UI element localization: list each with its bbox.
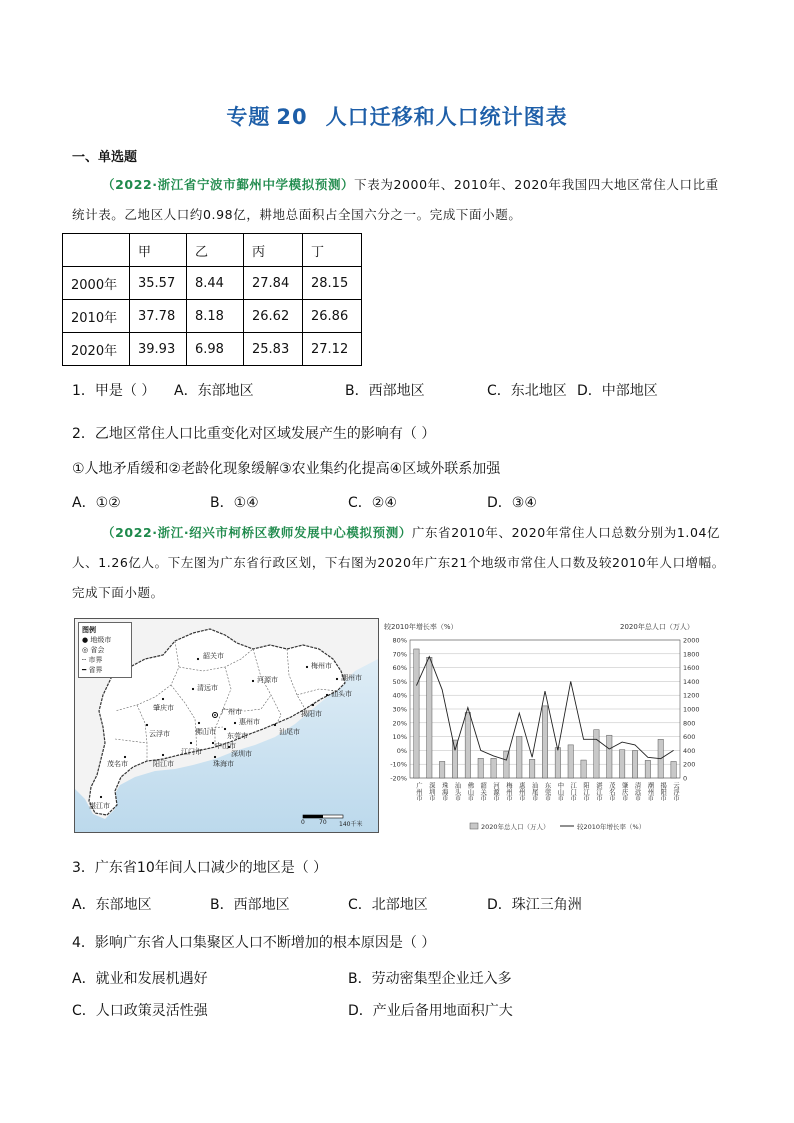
category-label: 肇庆市 bbox=[620, 782, 628, 801]
q3-option-a[interactable]: A．东部地区 bbox=[72, 897, 152, 913]
q3-option-c[interactable]: C．北部地区 bbox=[348, 897, 428, 913]
map-city-label: 肇庆市 bbox=[153, 704, 174, 712]
map-city-label: 揭阳市 bbox=[301, 710, 322, 718]
table-cell: 26.62 bbox=[244, 300, 303, 333]
category-label: 广州市 bbox=[414, 782, 422, 801]
chart-bar bbox=[517, 736, 522, 778]
q1-option-a[interactable]: A．东部地区 bbox=[174, 383, 254, 399]
right-tick-label: 1000 bbox=[683, 705, 700, 714]
table-row bbox=[63, 333, 362, 366]
category-label: 汕头市 bbox=[453, 782, 461, 801]
category-label: 湛江市 bbox=[594, 782, 602, 801]
title-prefix: 专题 bbox=[226, 105, 271, 129]
q3-option-d[interactable]: D．珠江三角洲 bbox=[487, 897, 582, 913]
passage-1 bbox=[72, 170, 728, 230]
chart-bar bbox=[491, 758, 496, 778]
category-label: 汕尾市 bbox=[530, 782, 538, 801]
left-tick-label: 40% bbox=[392, 691, 407, 700]
q4-option-b[interactable]: B．劳动密集型企业迁入多 bbox=[348, 971, 512, 987]
right-tick-label: 2000 bbox=[683, 636, 700, 645]
passage-2 bbox=[72, 518, 728, 608]
q2-option-d[interactable]: D．③④ bbox=[487, 495, 537, 511]
table-header-row bbox=[63, 234, 362, 267]
right-tick-label: 0 bbox=[683, 774, 688, 783]
question-1-stem: 1．甲是（ ） bbox=[72, 383, 156, 399]
category-label: 佛山市 bbox=[466, 782, 474, 801]
table-cell: 2000年 bbox=[63, 267, 130, 300]
map-city-label: 茂名市 bbox=[107, 760, 128, 768]
category-label: 揭阳市 bbox=[659, 782, 667, 801]
chart-left-axis-title: 较2010年增长率（%） bbox=[384, 623, 458, 631]
chart-bar bbox=[427, 657, 432, 778]
question-3-stem: 3．广东省10年间人口减少的地区是（ ） bbox=[72, 860, 328, 876]
table-cell: 27.84 bbox=[244, 267, 303, 300]
category-label: 深圳市 bbox=[427, 782, 435, 801]
q1-option-c[interactable]: C．东北地区 bbox=[487, 383, 567, 399]
q2-option-c[interactable]: C．②④ bbox=[348, 495, 397, 511]
chart-bar bbox=[465, 712, 470, 778]
chart-bar bbox=[504, 751, 509, 778]
right-tick-label: 1600 bbox=[683, 664, 700, 673]
chart-legend bbox=[470, 822, 645, 831]
map-city-label: 云浮市 bbox=[149, 730, 170, 738]
right-tick-label: 1400 bbox=[683, 677, 700, 686]
category-label: 云浮市 bbox=[672, 782, 680, 801]
q2-option-b[interactable]: B．①④ bbox=[210, 495, 259, 511]
table-cell: 28.15 bbox=[303, 267, 362, 300]
table-cell: 27.12 bbox=[303, 333, 362, 366]
category-label: 中山市 bbox=[556, 782, 564, 801]
population-table bbox=[62, 233, 362, 366]
category-label: 阳江市 bbox=[582, 782, 590, 801]
chart-bar bbox=[632, 751, 637, 778]
table-cell: 35.57 bbox=[130, 267, 187, 300]
table-header-cell: 乙 bbox=[187, 234, 244, 267]
question-4-stem: 4．影响广东省人口集聚区人口不断增加的根本原因是（ ） bbox=[72, 935, 436, 951]
question-2-statement: ①人地矛盾缓和②老龄化现象缓解③农业集约化提高④区域外联系加强 bbox=[72, 461, 501, 477]
title-text: 人口迁移和人口统计图表 bbox=[325, 105, 568, 129]
right-tick-label: 1200 bbox=[683, 691, 700, 700]
table-header-cell: 丙 bbox=[244, 234, 303, 267]
left-tick-label: 50% bbox=[392, 677, 407, 686]
chart-bar bbox=[619, 750, 624, 778]
chart-bar bbox=[542, 706, 547, 778]
table-row bbox=[63, 267, 362, 300]
table-header-cell: 甲 bbox=[130, 234, 187, 267]
map-legend-item: ━ 省界 bbox=[82, 666, 103, 674]
page-title bbox=[0, 101, 794, 131]
passage-2-text: 广东省2010年、2020年常住人口总数分别为1.04亿人、1.26亿人。下左图为广东省行政区划，下右图为2020年广东21个地级市常住人口数及较2010年人口增幅。完成下面小题。 bbox=[72, 525, 725, 600]
category-label: 韶关市 bbox=[479, 782, 487, 801]
category-label: 梅州市 bbox=[504, 782, 512, 801]
category-label: 惠州市 bbox=[517, 782, 525, 801]
category-label: 江门市 bbox=[569, 782, 577, 801]
left-tick-label: 0% bbox=[396, 746, 407, 755]
right-tick-label: 600 bbox=[683, 733, 696, 742]
legend-bar-swatch bbox=[470, 823, 478, 829]
dashed-line-icon: ┄ bbox=[82, 656, 87, 664]
chart-bar bbox=[555, 748, 560, 778]
map-legend-item: ● 地级市 bbox=[82, 636, 112, 644]
chart-bar bbox=[452, 740, 457, 778]
right-tick-label: 1800 bbox=[683, 650, 700, 659]
map-legend-item: ◎ 省会 bbox=[82, 646, 105, 654]
passage-1-source: （2022·浙江省宁波市鄞州中学模拟预测） bbox=[102, 177, 355, 192]
question-2-stem: 2．乙地区常住人口比重变化对区域发展产生的影响有（ ） bbox=[72, 426, 436, 442]
q3-option-b[interactable]: B．西部地区 bbox=[210, 897, 290, 913]
map-city-label: 韶关市 bbox=[203, 652, 224, 660]
chart-bar bbox=[671, 761, 676, 778]
right-tick-label: 200 bbox=[683, 760, 696, 769]
title-number: 20 bbox=[276, 105, 308, 129]
map-city-label: 梅州市 bbox=[311, 662, 332, 670]
table-header-cell bbox=[63, 234, 130, 267]
chart-svg bbox=[380, 618, 720, 834]
left-tick-label: 60% bbox=[392, 664, 407, 673]
map-city-label: 阳江市 bbox=[153, 760, 174, 768]
map-city-label: 广州市 bbox=[221, 708, 242, 716]
map-city-label: 深圳市 bbox=[231, 750, 252, 758]
map-city-label: 中山市 bbox=[215, 742, 236, 750]
q4-option-c[interactable]: C．人口政策灵活性强 bbox=[72, 1003, 208, 1019]
guangdong-map bbox=[74, 618, 379, 833]
category-label: 茂名市 bbox=[607, 782, 615, 801]
q1-option-d[interactable]: D．中部地区 bbox=[577, 383, 658, 399]
passage-2-source: （2022·浙江·绍兴市柯桥区教师发展中心模拟预测） bbox=[102, 525, 412, 540]
category-label: 珠海市 bbox=[440, 782, 448, 801]
left-tick-label: -20% bbox=[390, 774, 407, 783]
map-city-label: 河源市 bbox=[257, 676, 278, 684]
map-city-label: 汕尾市 bbox=[279, 728, 300, 736]
map-city-label: 珠海市 bbox=[213, 760, 234, 768]
legend-bar-label: 2020年总人口（万人） bbox=[481, 823, 550, 831]
chart-bar bbox=[581, 760, 586, 778]
table-cell: 6.98 bbox=[187, 333, 244, 366]
map-legend-title: 图例 bbox=[82, 626, 96, 634]
q4-option-a[interactable]: A．就业和发展机遇好 bbox=[72, 971, 208, 987]
population-chart bbox=[380, 618, 720, 834]
q2-option-a[interactable]: A．①② bbox=[72, 495, 121, 511]
map-city-label: 江门市 bbox=[181, 748, 202, 756]
table-cell: 2010年 bbox=[63, 300, 130, 333]
table-cell: 26.86 bbox=[303, 300, 362, 333]
left-tick-label: -10% bbox=[390, 760, 407, 769]
map-legend bbox=[78, 622, 132, 678]
capital-marker-dot bbox=[214, 714, 216, 716]
chart-bar bbox=[478, 758, 483, 778]
dash-dot-line-icon: ━ bbox=[82, 666, 87, 674]
map-legend-item: ┄ 市界 bbox=[82, 656, 103, 664]
left-tick-label: 20% bbox=[392, 719, 407, 728]
map-city-label: 汕头市 bbox=[331, 690, 352, 698]
map-city-label: 惠州市 bbox=[239, 718, 260, 726]
left-tick-label: 80% bbox=[392, 636, 407, 645]
map-city-label: 潮州市 bbox=[341, 674, 362, 682]
right-tick-label: 400 bbox=[683, 746, 696, 755]
right-tick-label: 800 bbox=[683, 719, 696, 728]
chart-bar bbox=[645, 760, 650, 778]
table-cell: 25.83 bbox=[244, 333, 303, 366]
chart-bar bbox=[414, 649, 419, 778]
category-label: 东莞市 bbox=[543, 782, 551, 801]
chart-bar bbox=[568, 745, 573, 778]
map-city-label: 东莞市 bbox=[227, 732, 248, 740]
chart-bar bbox=[607, 735, 612, 778]
map-city-label: 清远市 bbox=[197, 684, 218, 692]
legend-line-label: 较2010年增长率（%） bbox=[577, 823, 646, 831]
passage-1-text: 下表为2000年、2010年、2020年我国四大地区常住人口比重统计表。乙地区人口约0.98亿，耕地总面积占全国六分之一。完成下面小题。 bbox=[72, 177, 719, 222]
left-tick-label: 30% bbox=[392, 705, 407, 714]
table-cell: 37.78 bbox=[130, 300, 187, 333]
scale-bar bbox=[303, 815, 343, 818]
category-label: 河源市 bbox=[492, 782, 500, 801]
table-cell: 8.44 bbox=[187, 267, 244, 300]
table-header-cell: 丁 bbox=[303, 234, 362, 267]
category-label: 清远市 bbox=[633, 782, 641, 801]
category-label: 潮州市 bbox=[646, 782, 654, 801]
chart-bar bbox=[594, 730, 599, 778]
chart-bar bbox=[439, 761, 444, 778]
table-cell: 39.93 bbox=[130, 333, 187, 366]
table-cell: 2020年 bbox=[63, 333, 130, 366]
question-1 bbox=[72, 380, 155, 400]
left-tick-label: 10% bbox=[392, 733, 407, 742]
table-cell: 8.18 bbox=[187, 300, 244, 333]
chart-bar bbox=[529, 759, 534, 778]
q4-option-d[interactable]: D．产业后备用地面积广大 bbox=[348, 1003, 513, 1019]
scale-label-0: 0 bbox=[301, 819, 305, 826]
scale-label-70: 70 bbox=[319, 819, 327, 826]
map-city-label: 佛山市 bbox=[195, 728, 216, 736]
table-row bbox=[63, 300, 362, 333]
dot-icon: ● bbox=[82, 636, 89, 644]
section-heading: 一、单选题 bbox=[72, 150, 138, 165]
left-tick-label: 70% bbox=[392, 650, 407, 659]
ring-icon: ◎ bbox=[82, 646, 89, 654]
chart-right-axis-title: 2020年总人口（万人） bbox=[620, 623, 694, 631]
q1-option-b[interactable]: B．西部地区 bbox=[345, 383, 425, 399]
scale-label-140: 140千米 bbox=[339, 821, 363, 828]
map-city-label: 湛江市 bbox=[89, 802, 110, 810]
